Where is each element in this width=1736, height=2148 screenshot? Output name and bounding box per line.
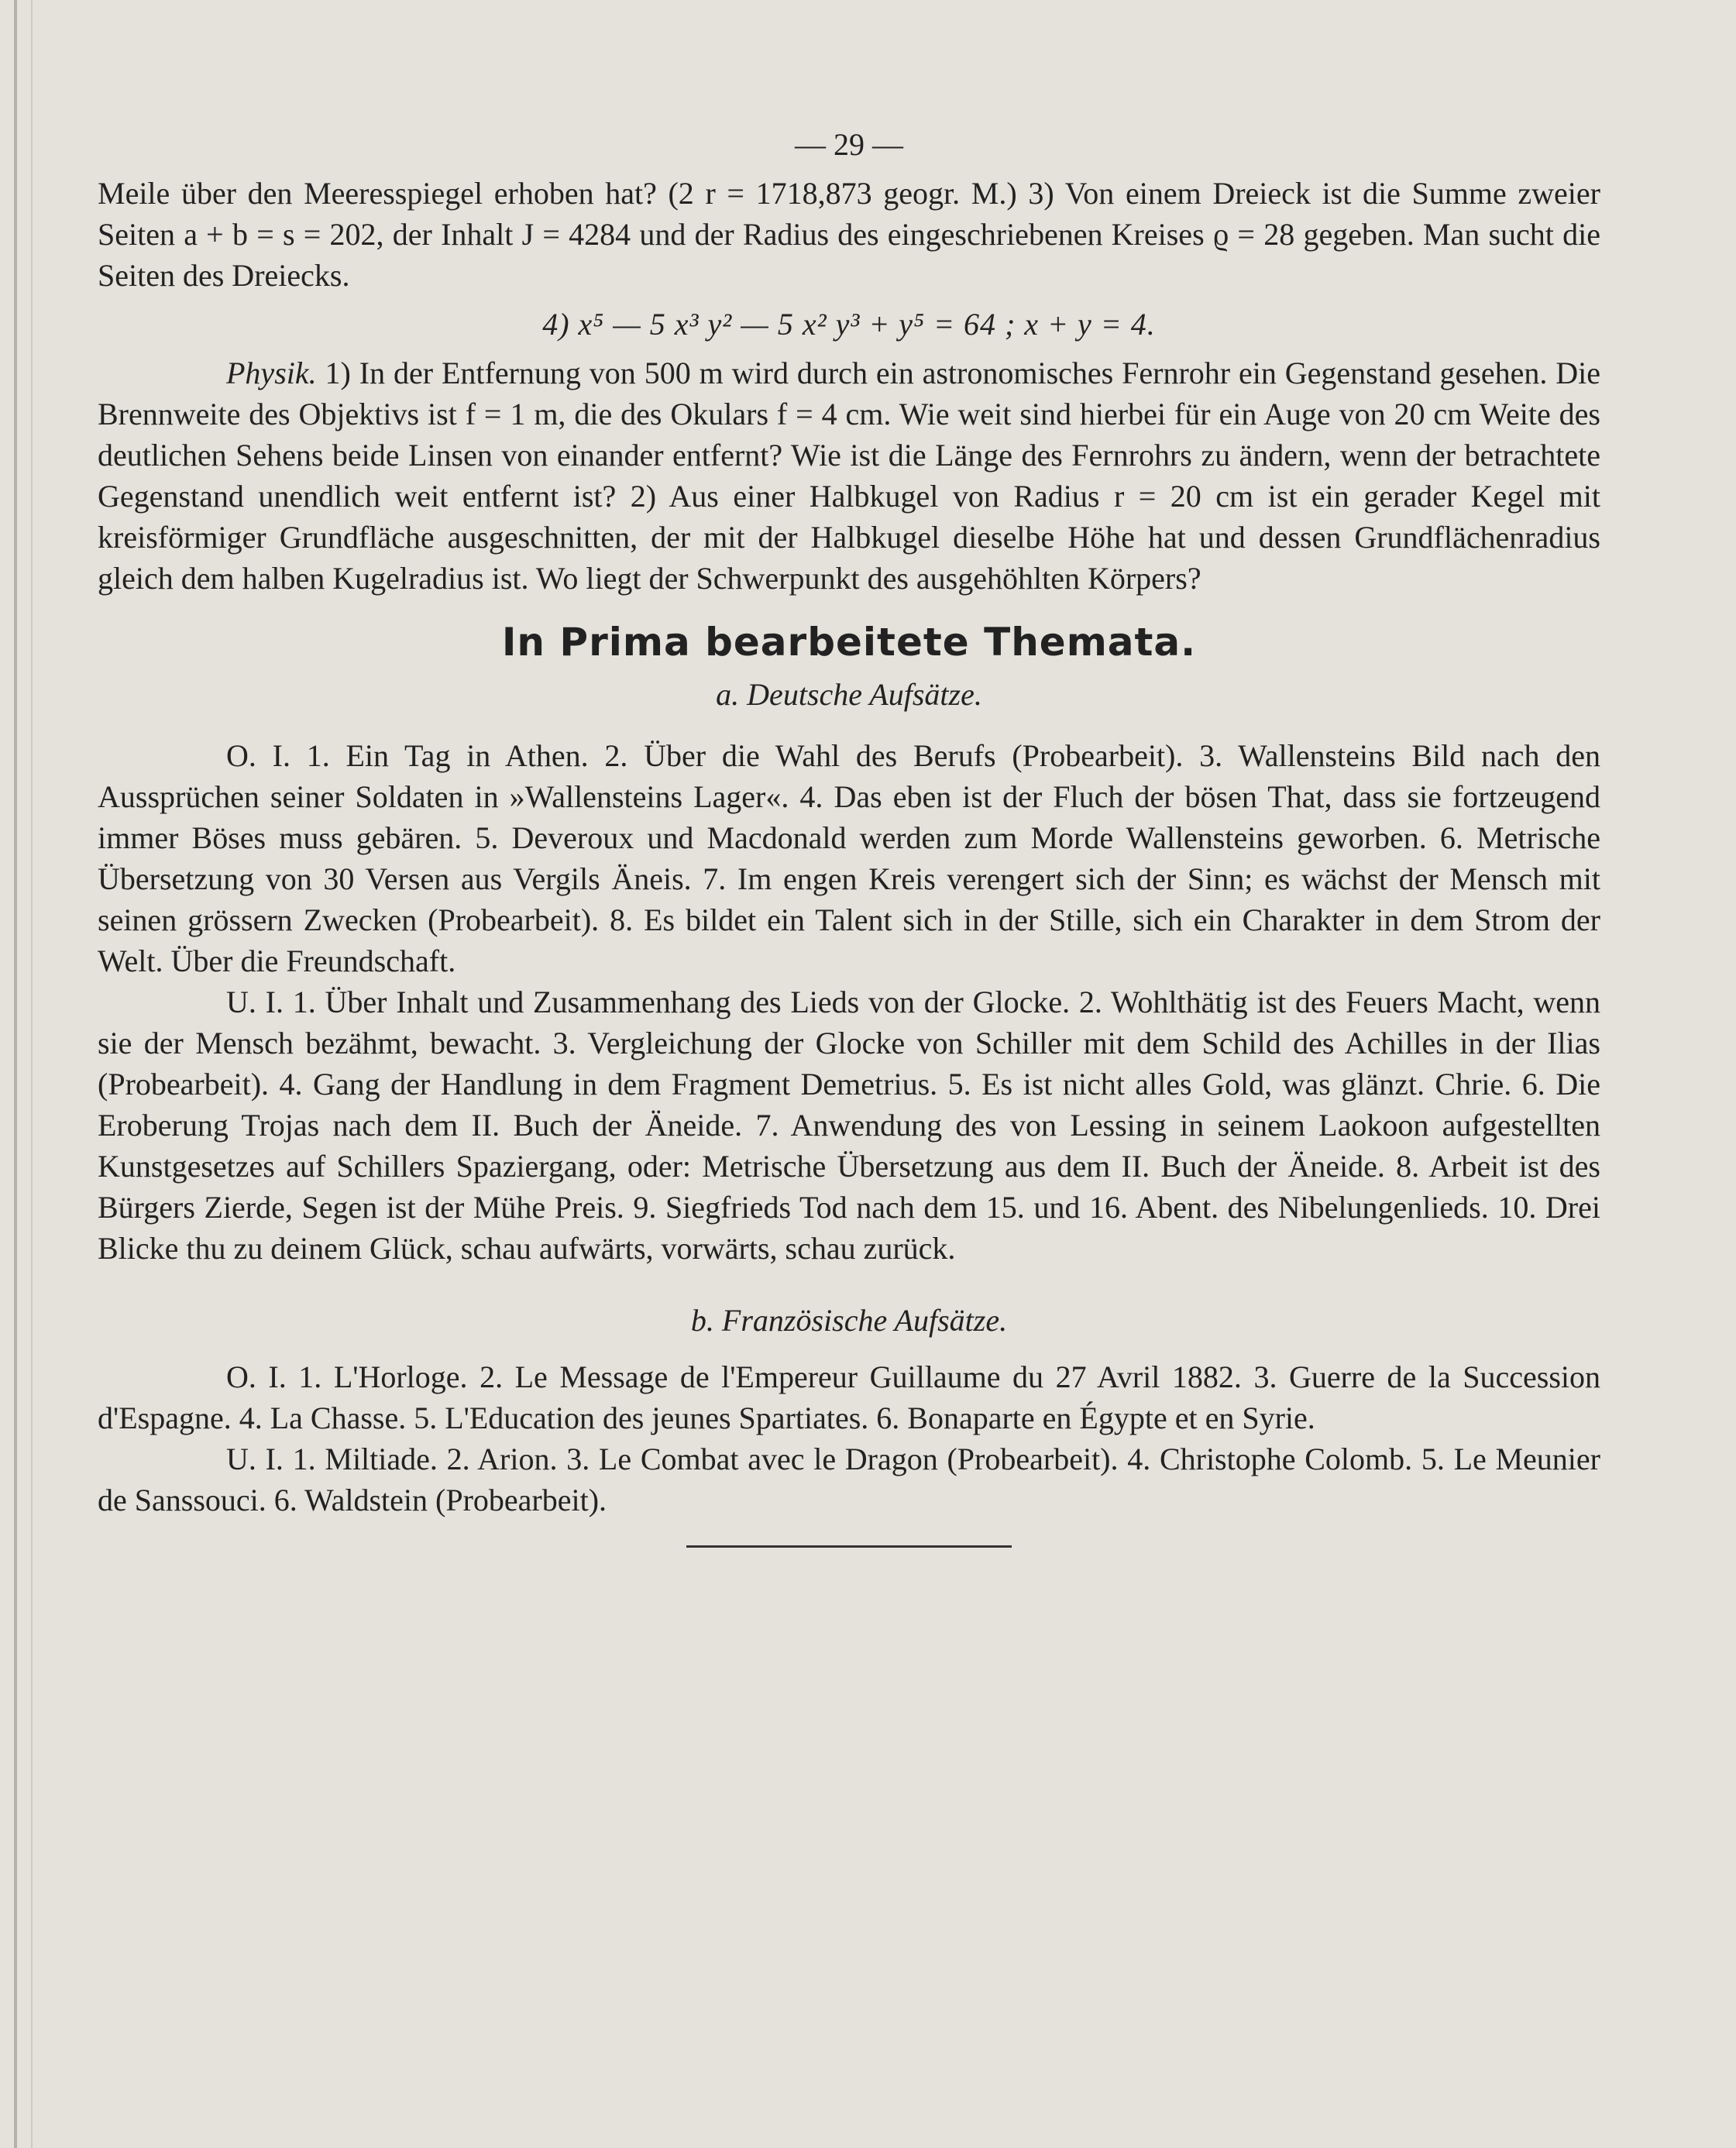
section-title: In Prima bearbeitete Themata. xyxy=(501,620,1197,665)
franzoesische-unterprima: U. I. 1. Miltiade. 2. Arion. 3. Le Combat avec le Dragon (Probearbeit). 4. Christophe Colomb. 5. Le Meunier de Sanssouci. 6. Waldstein (Probearbeit). xyxy=(98,1442,1600,1517)
franzoesische-oberprima: O. I. 1. L'Horloge. 2. Le Message de l'Empereur Guillaume du 27 Avril 1882. 3. Guerre de la Succession d'Espagne. 4. La Chasse. 5. L'Education des jeunes Spartiates. 6. Bonaparte en Égypte et en Syrie. xyxy=(98,1359,1600,1435)
page-content xyxy=(98,124,1600,1548)
physik-label: Physik. xyxy=(226,356,317,390)
physik-paragraph xyxy=(98,352,1600,599)
deutsche-heading: a. Deutsche Aufsätze. xyxy=(716,677,982,712)
closing-rule xyxy=(686,1545,1012,1548)
intro-paragraph: Meile über den Meeresspiegel erhoben hat? (2 r = 1718,873 geogr. M.) 3) Von einem Dreieck ist die Summe zweier Seiten a + b = s = 202, der Inhalt J = 4284 und der Radius des eingeschriebenen Kreises ϱ = 28 gegeben. Man sucht die Seiten des Dreiecks. xyxy=(98,176,1600,293)
equation-system: 4) x⁵ — 5 x³ y² — 5 x² y³ + y⁵ = 64 ; x + y = 4. xyxy=(542,307,1156,342)
deutsche-unterprima: U. I. 1. Über Inhalt und Zusammenhang des Lieds von der Glocke. 2. Wohlthätig ist des Feuers Macht, wenn sie der Mensch bezähmt, bewacht. 3. Vergleichung der Glocke von Schiller mit dem Schild des Achilles in der Ilias (Probearbeit). 4. Gang der Handlung in dem Fragment Demetrius. 5. Es ist nicht alles Gold, was glänzt. Chrie. 6. Die Eroberung Trojas nach dem II. Buch der Äneide. 7. Anwendung des von Lessing in seinem Laokoon aufgestellten Kunstgesetzes auf Schillers Spaziergang, oder: Metrische Übersetzung aus dem II. Buch der Äneide. 8. Arbeit ist des Bürgers Zierde, Segen ist der Mühe Preis. 9. Siegfrieds Tod nach dem 15. und 16. Abent. des Nibelungenlieds. 10. Drei Blicke thu zu deinem Glück, schau aufwärts, vorwärts, schau zurück. xyxy=(98,985,1600,1266)
page-number: — 29 — xyxy=(795,127,903,162)
deutsche-oberprima: O. I. 1. Ein Tag in Athen. 2. Über die Wahl des Berufs (Probearbeit). 3. Wallensteins Bild nach den Aussprüchen seiner Soldaten in »Wallensteins Lager«. 4. Das eben ist der Fluch der bösen That, dass sie fortzeugend immer Böses muss gebären. 5. Deveroux und Macdonald werden zum Morde Wallensteins geworben. 6. Metrische Übersetzung von 30 Versen aus Vergils Äneis. 7. Im engen Kreis verengert sich der Sinn; es wächst der Mensch mit seinen grössern Zwecken (Probearbeit). 8. Es bildet ein Talent sich in der Stille, sich ein Charakter in dem Strom der Welt. Über die Freundschaft. xyxy=(98,738,1600,978)
binding-shadow xyxy=(31,0,33,2148)
binding-edge xyxy=(14,0,17,2148)
physik-text: 1) In der Entfernung von 500 m wird durch ein astronomisches Fernrohr ein Gegenstand gesehen. Die Brennweite des Objektivs ist f = 1 m, die des Okulars f = 4 cm. Wie weit sind hierbei für ein Auge von 20 cm Weite des deutlichen Sehens beide Linsen von einander entfernt? Wie ist die Länge des Fernrohrs zu ändern, wenn der betrachtete Gegenstand unendlich weit entfernt ist? 2) Aus einer Halbkugel von Radius r = 20 cm ist ein gerader Kegel mit kreisförmiger Grundfläche ausgeschnitten, der mit der Halbkugel dieselbe Höhe hat und dessen Grundflächenradius gleich dem halben Kugelradius ist. Wo liegt der Schwerpunkt des ausgehöhlten Körpers? xyxy=(98,356,1601,596)
franzoesische-heading: b. Französische Aufsätze. xyxy=(690,1303,1008,1338)
